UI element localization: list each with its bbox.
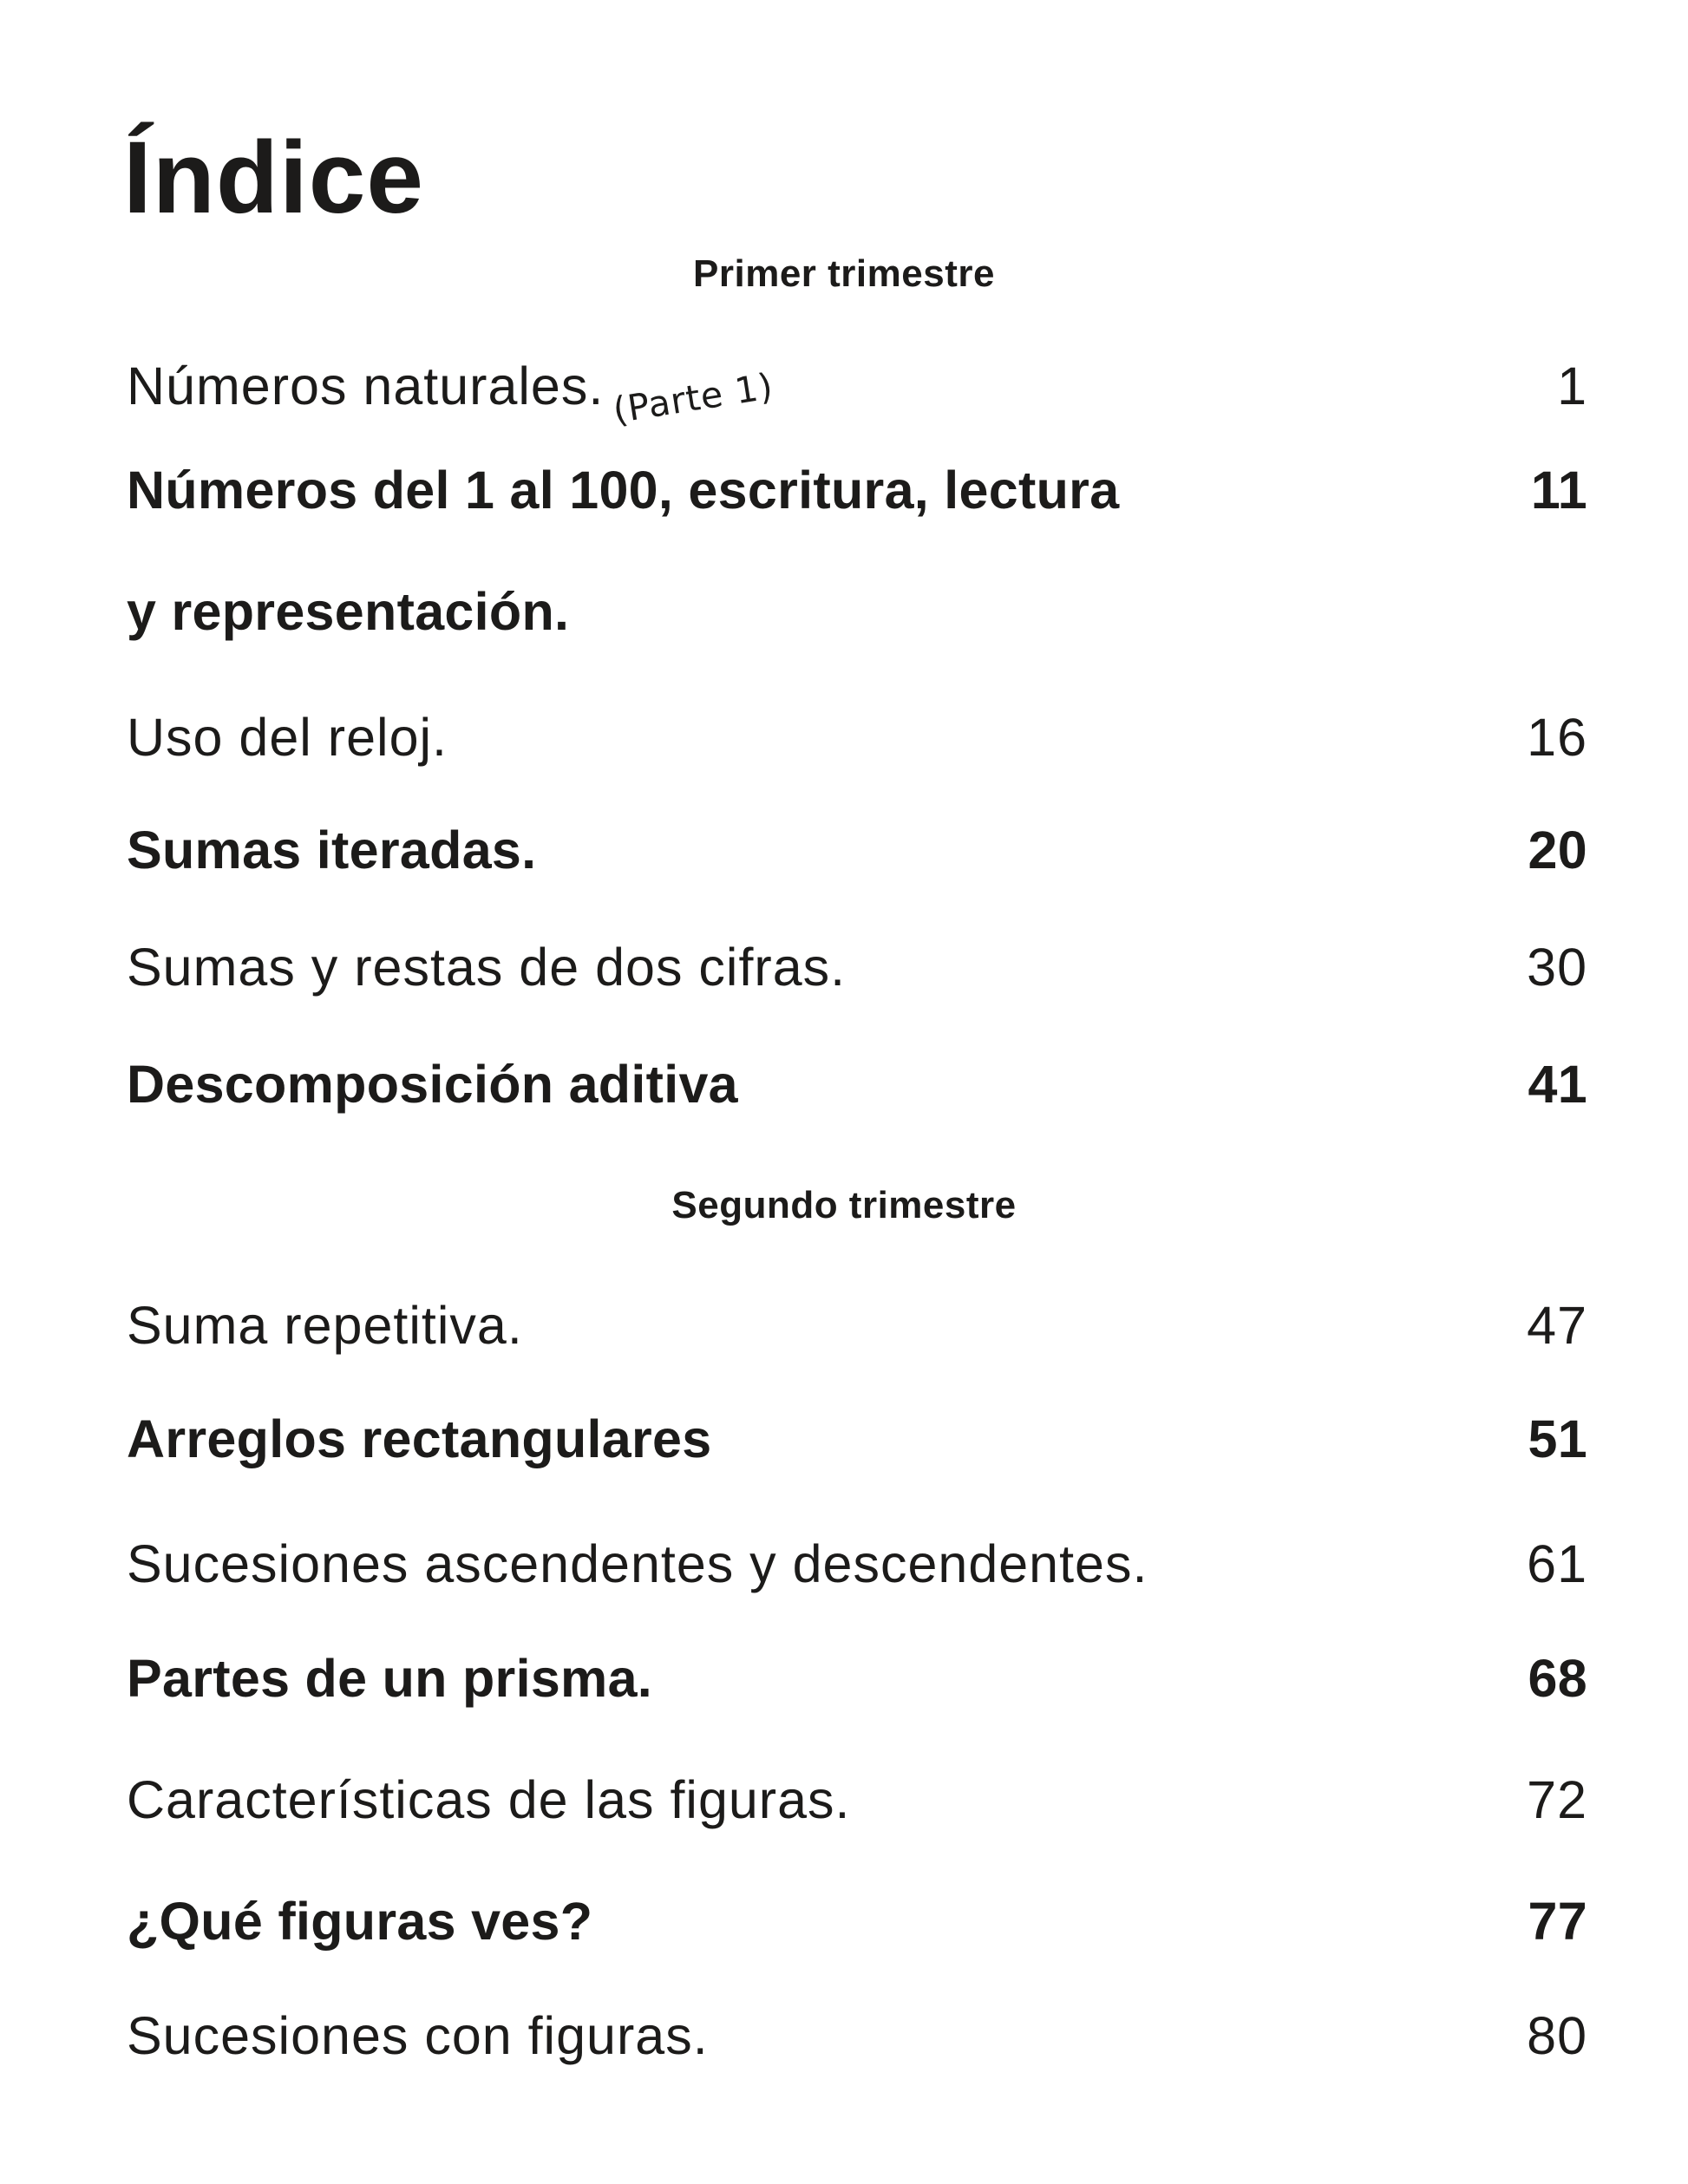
- entry-label: Sucesiones ascendentes y descendentes.: [127, 1534, 1148, 1593]
- entry-page-number: 61: [1527, 1534, 1587, 1593]
- entry-label: Partes de un prisma.: [127, 1649, 653, 1708]
- entry-label: Características de las figuras.: [127, 1770, 851, 1829]
- entry-label: y representación.: [127, 582, 570, 641]
- entry-label: Arreglos rectangulares: [127, 1409, 712, 1468]
- entry-label: Descomposición aditiva: [127, 1055, 738, 1114]
- entry-page-number: 80: [1527, 2006, 1587, 2065]
- entry-label-group: [127, 356, 777, 432]
- entry-annotation: (Parte 1): [610, 364, 777, 432]
- entry-label: Sumas iteradas.: [127, 821, 537, 879]
- section-header-segundo-trimestre: Segundo trimestre: [671, 1184, 1017, 1226]
- entry-page-number: 77: [1528, 1892, 1587, 1951]
- entry-page-number: 1: [1557, 356, 1587, 415]
- toc-entry: [127, 1770, 1587, 1829]
- toc-entry: [127, 821, 1587, 879]
- toc-entry: [127, 708, 1587, 767]
- toc-entry: [127, 2006, 1587, 2065]
- section-header-primer-trimestre: Primer trimestre: [693, 252, 995, 295]
- entry-page-number: 72: [1527, 1770, 1587, 1829]
- entry-page-number: 16: [1527, 708, 1587, 767]
- entry-label: ¿Qué figuras ves?: [127, 1892, 593, 1951]
- toc-entry: [127, 1409, 1587, 1468]
- toc-entry: [127, 1534, 1587, 1593]
- toc-entry: [127, 938, 1587, 997]
- entry-label: Suma repetitiva.: [127, 1296, 523, 1355]
- entry-page-number: 11: [1530, 461, 1587, 520]
- entry-page-number: 30: [1527, 938, 1587, 997]
- entry-page-number: 41: [1528, 1055, 1587, 1114]
- page-title: Índice: [123, 121, 424, 235]
- toc-entry: [127, 1296, 1587, 1355]
- entry-label: Uso del reloj.: [127, 708, 448, 767]
- toc-entry: [127, 461, 1587, 520]
- entry-label: Números del 1 al 100, escritura, lectura: [127, 461, 1120, 520]
- toc-entry-continuation: [127, 582, 1587, 641]
- toc-entry: [127, 1649, 1587, 1708]
- entry-page-number: 47: [1527, 1296, 1587, 1355]
- entry-label: Sucesiones con figuras.: [127, 2006, 709, 2065]
- entry-label: Sumas y restas de dos cifras.: [127, 938, 847, 997]
- toc-entry: [127, 1892, 1587, 1951]
- entry-label: Números naturales.: [127, 356, 605, 415]
- entry-page-number: 68: [1528, 1649, 1587, 1708]
- toc-entry: [127, 1055, 1587, 1114]
- entry-page-number: 20: [1528, 821, 1587, 879]
- entry-page-number: 51: [1528, 1409, 1587, 1468]
- toc-entry: [127, 356, 1587, 432]
